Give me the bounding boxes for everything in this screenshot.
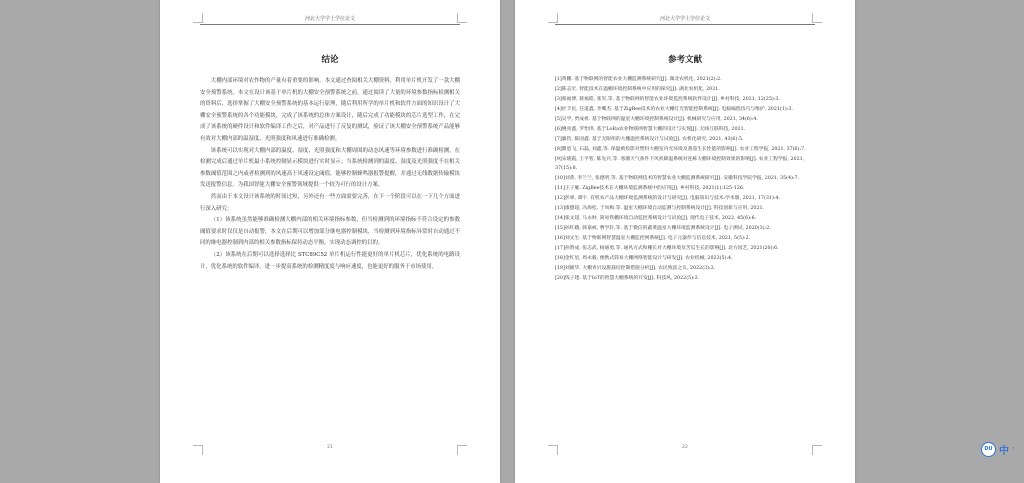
reference-item: [19]刘隆华. 大棚青贝设施栽培控制措施分析[J]. 农民致富之友, 2022(3):3. [555,265,716,271]
reference-item: [17]孙赞成, 张志武, 杨通勇,等. 通风方式和栅长对大棚环境及苦瓜生长的影响[J]. 北方园艺, 2021(20):6. [555,245,779,251]
paragraph: 然而由于本文设计该系统的时间过短，另外还有一些方面需要完善，在下一个阶段可以在一下几个方面进行深入研究： [200,193,460,212]
paragraph: （2）该系统在后期可以选择选择比 STC89C52 单片机运行性能更好的单片机芯片，优化系统的电路设计，优化系统的软件编译，进一步提高系统的检测精度度与响应速度，也能更好的服务于市场使用。 [200,251,460,270]
reference-item: [3]蔡福博, 蔡福皓, 张军,等. 基于物联网的智能农业环境监控系统软件设计[J]. 乡村科技, 2021, 12(25):3. [555,96,780,102]
references-title: 参考文献 [667,55,702,65]
reference-item: [18]金红星, 周永毅. 便携式简易大棚网络智能设计与研发[J]. 农业机械, 2023(5):4. [555,255,733,261]
reference-item: [2]陈志宏. 智能技术在温棚环境控制系统中应用的探究[J]. 湖北农机化, 2021. [555,86,720,92]
language-toggle-button[interactable]: 中 [999,445,1009,457]
reference-item: [7]廉钧, 陈国鑫. 基于无限组的大棚温控系统设计与试验[J]. 农机化研究, 2021, 43(6):5. [555,136,744,142]
reference-item: [6]姚亮鑫, 罗怡琪. 基于LoRa农业物联网智慧大棚的设计与实现[J]. 无线互联科技, 2021. [555,126,746,132]
conclusion-title: 结论 [321,55,339,65]
reference-item: [1]黄鹏. 基于物联网的智能农业大棚监测系统研究[J]. 湖北农机化, 2021(2):2. [555,77,722,82]
page-header: 河北大学学士学位论文 [200,15,460,25]
page-header: 河北大学学士学位论文 [555,15,815,25]
page-number: 21 [327,445,333,450]
reference-list [555,76,817,284]
paragraph: （1）该系统虽然能够准确检测大棚内部的相关环境指标参数，但当检测到的环境指标不符合设定的参数阈值要求时仅仅是自动报警，本文在后期可以增加部分继电器控制模块，当检测到环境指标异常时自动通过不同的继电器控制到内部的相关参数指标保持动态平衡，实现动态调控的目的。 [200,217,460,247]
paragraph: 大棚内部环境对农作物的产量有着重要的影响，本文通过查阅相关大棚资料，利用单片机开发了一款大棚安全预警系统。本文在设计该基于单片机的大棚安全预警系统之前，通过阅读了大量的环境参数指标检测相关的资料后，选择掌握了大棚安全预警系统的基本运行原理，随后利用所学的单片机和软件方面的知识设计了大棚安全预警系统的各个功能模块，完成了该系统的总体方案设计，随后完成了功能模块的芯片选型工作，在完成了该系统的硬件设计和软件编译工作之后，对产品进行了反复的测试，验证了该大棚安全预警系统产品能够有效对大棚内部的温湿度、光照强度和风速进行准确检测。 [200,78,460,142]
baidu-ime-logo-icon[interactable]: DU [981,442,996,457]
reference-item: [16]刘文生. 基于物联网智慧温室大棚监控网系统[J]. 电子元器件与信息技术, 2021, 5(5):2. [555,235,751,241]
punctuation-mode-icon[interactable]: · [1012,444,1015,454]
reference-item: [11]王子雁. ZigBee技术在大棚环境监测系统中的应用[J]. 乡村科技, 2021(1):125-126. [555,185,745,191]
floating-ime-toolbar[interactable] [981,438,1024,460]
reference-item: [20]钱子建. 基于IoT的智慧大棚系统的开发[J]. 科技风, 2022(5):3. [555,275,700,281]
document-page-21 [160,0,500,483]
reference-item: [12]彭翠, 谭宇. 有机农产品大棚环境监测系统的设计与研究[J]. 电脑知识与技术:学术版, 2021, 17(31):4. [555,195,781,201]
document-page-22 [515,0,855,483]
reference-item: [4]杜丰民, 任道鑫, 李鹰杰. 基于ZigBee技术的农业大棚灯光智能控制系统[J]. 电脑编程技巧与维护, 2021(1):3. [555,106,793,112]
reference-item: [13]康德超, 冯海松, 于凤梅,等. 温室大棚环境自动监测与控制系统设计[J]. 科技创新与应用, 2021. [555,205,765,211]
reference-item: [10]刘菁, 李兰兰, 张德明,等. 基于物联网技术的智慧农业大棚监测系统研究[J]. 安徽科技学院学报, 2021, 35(4):7. [555,175,800,181]
reference-item: [5]吴学, 贾成祖. 基于物联网的温室大棚环境控制系统设计[J]. 机械研究与应用, 2021, 34(6):4. [555,116,758,122]
conclusion-body [200,76,460,273]
page-number: 22 [682,445,688,450]
paragraph: 该系统可以实现对大棚内部的温度、湿度、光照强度和大棚周围的动态风速等环境参数进行准确检测，在检测完成后通过单片机最小系统控制显示模块进行实时显示；当系统检测到的温度、湿度及光照强度不在相关参数阈值范围之内或者检测到的风速高于风速设定阈值，能够控制蜂鸣器报警提醒，并通过无线数据传输模块发送报警信息。为我国智能大棚安全预警领域提供一个较为可行的设计方案。 [200,147,460,189]
reference-item: [9]宋晓霞, 王平智, 陈先兵,等. 寒潮天气条件下风机降温系统对连栋大棚环境控制效果的影响[J]. 农业工程学报, 2021, 37(15):8. [555,156,805,171]
reference-item: [8]瞿恩飞, 石磊, 刘鑫,等. 保温被投影对塑料大棚室内光环境及番茄生长性能的影响[J]. 农业工程学报, 2021, 37(6):7. [555,146,806,152]
reference-item: [14]张文超, 马永财. 简易铁棚环境自动监控系统设计与试验[J]. 现代电子技术, 2022, 45(6):6. [555,215,757,221]
reference-item: [15]孙红娥, 韩嘉祯, 曹学轩,等. 基于微信的蔬菜温室大棚环境监测系统设计[J]. 电子测试, 2020(3):2. [555,225,771,231]
